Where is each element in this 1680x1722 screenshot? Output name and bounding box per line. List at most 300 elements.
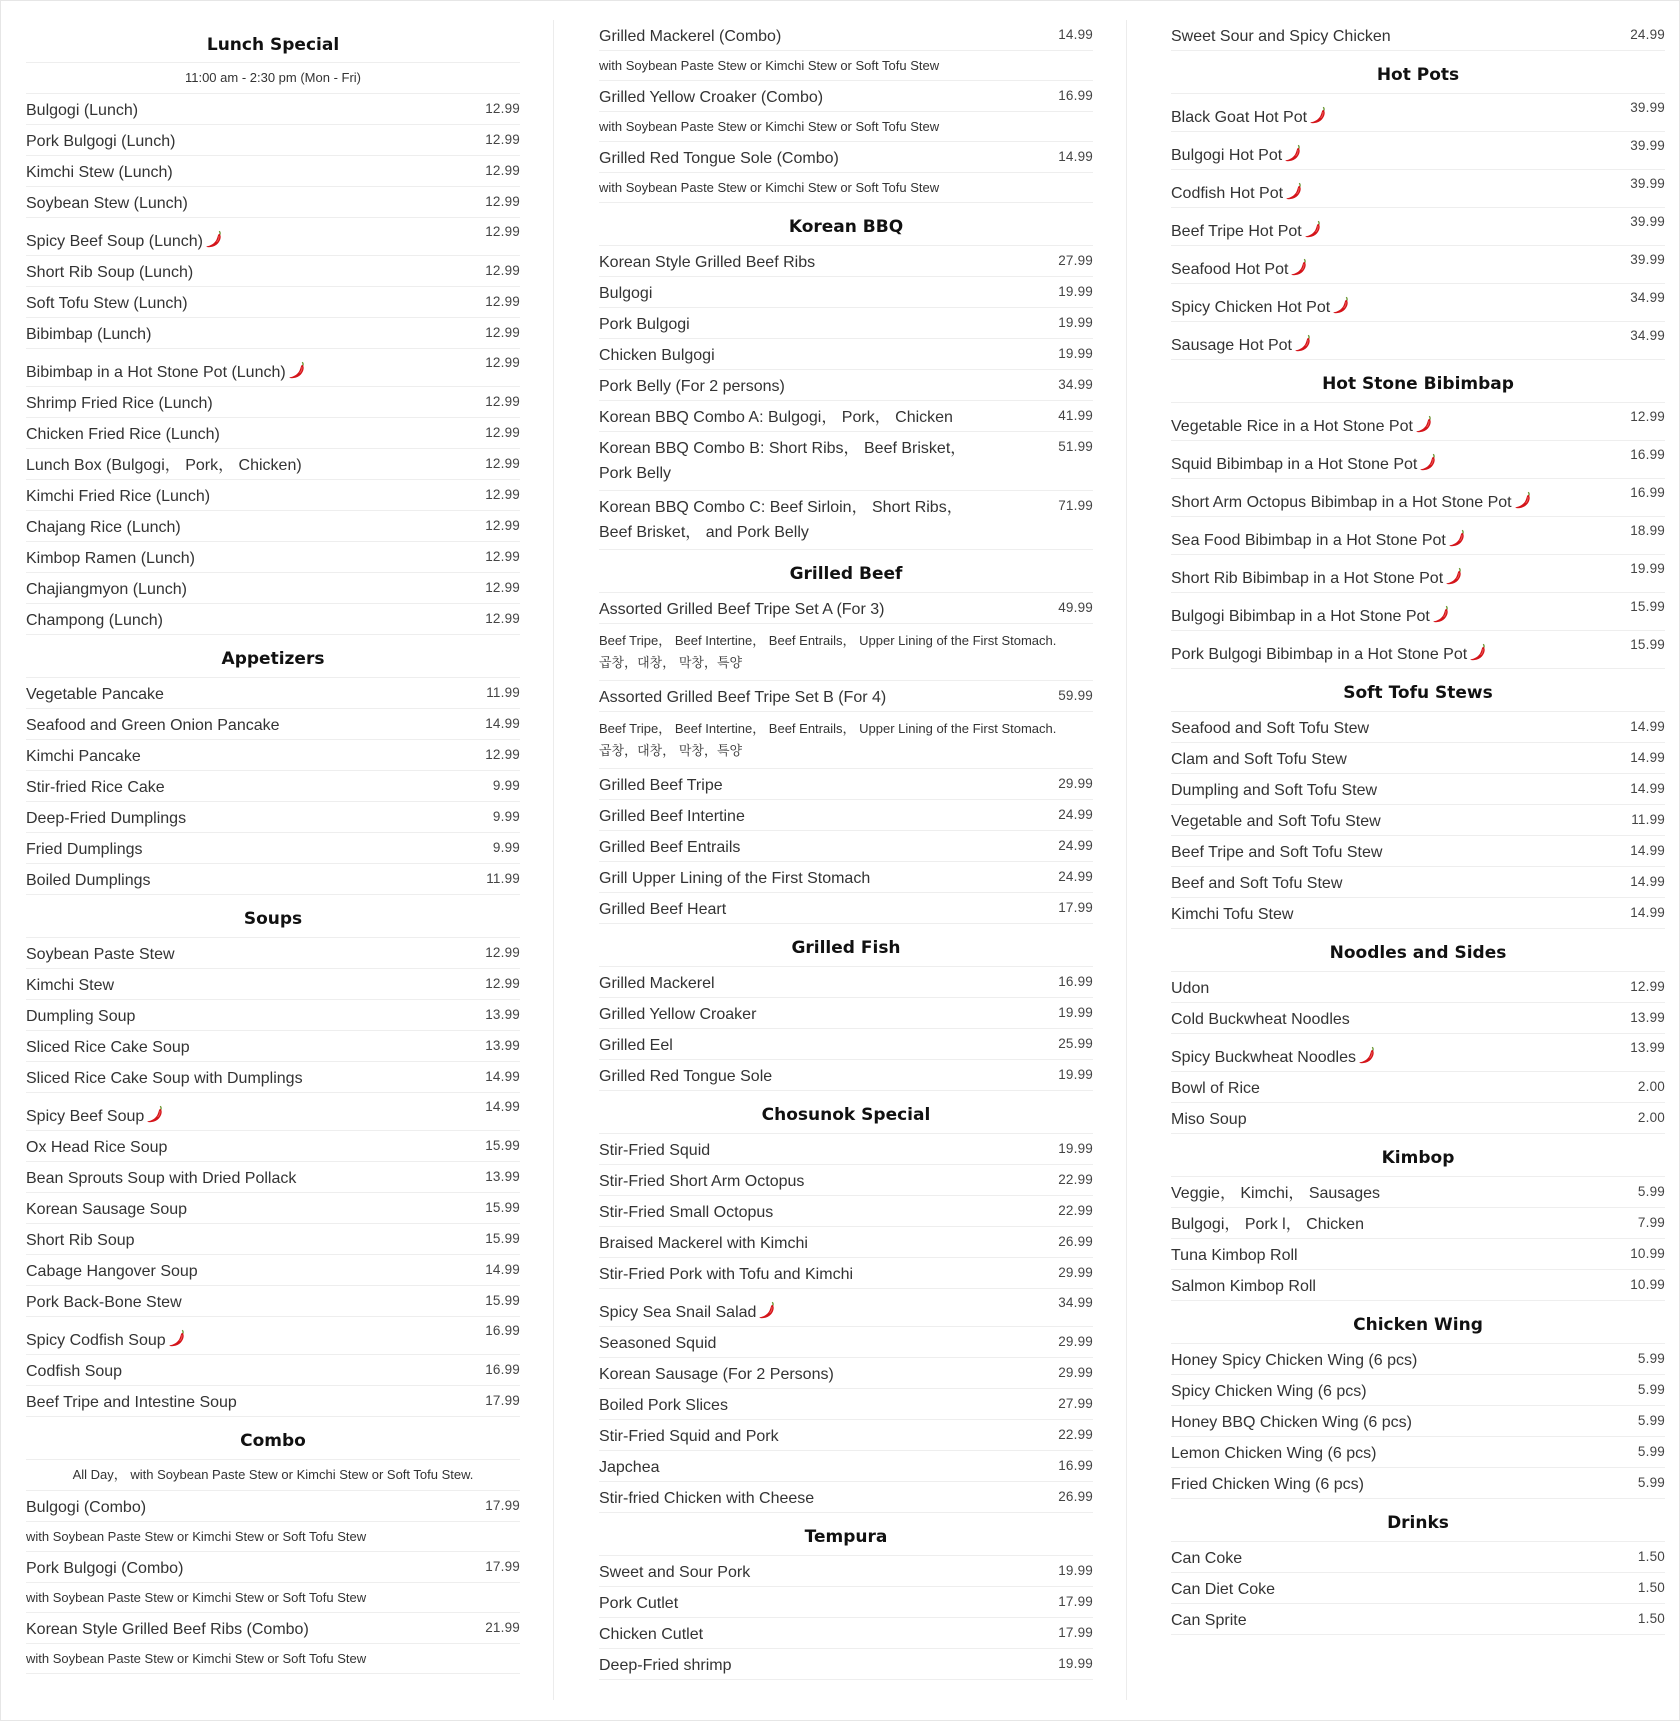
item-name-wrap [599, 1334, 716, 1353]
section-note: 11:00 am - 2:30 pm (Mon - Fri) [26, 63, 520, 94]
item-name-wrap [1171, 604, 1451, 626]
menu-item[interactable] [1171, 403, 1665, 441]
menu-item[interactable] [26, 1131, 520, 1162]
item-name-wrap [1171, 1215, 1364, 1234]
menu-item[interactable] [26, 480, 520, 511]
menu-item[interactable] [1171, 1177, 1665, 1208]
menu-item[interactable] [1171, 246, 1665, 284]
menu-item[interactable] [26, 418, 520, 449]
item-name: Vegetable Rice in a Hot Stone Pot [1171, 418, 1413, 435]
menu-item[interactable] [26, 864, 520, 895]
item-price: 14.99 [485, 716, 520, 731]
item-price: 34.99 [1630, 290, 1665, 305]
item-name-wrap [26, 1069, 303, 1088]
menu-item[interactable] [599, 831, 1093, 862]
section-title: Soups [26, 895, 520, 938]
menu-item[interactable] [26, 678, 520, 709]
item-price: 13.99 [1630, 1010, 1665, 1025]
menu-item[interactable] [1171, 1573, 1665, 1604]
item-name-wrap [599, 776, 723, 795]
menu-item[interactable] [26, 256, 520, 287]
item-name: Pork Cutlet [599, 1595, 679, 1612]
item-name: Fried Chicken Wing (6 pcs) [1171, 1476, 1364, 1493]
menu-item[interactable] [1171, 170, 1665, 208]
item-name: Stir-Fried Small Octopus [599, 1204, 774, 1221]
section-title: Hot Stone Bibimbap [1171, 360, 1665, 403]
item-name: Soybean Paste Stew [26, 946, 175, 963]
item-name: Spicy Beef Soup (Lunch) [26, 233, 203, 250]
item-name: Cabage Hangover Soup [26, 1263, 198, 1280]
menu-item[interactable] [599, 1258, 1093, 1289]
chili-pepper-icon [1293, 333, 1313, 353]
item-name: Honey BBQ Chicken Wing (6 pcs) [1171, 1414, 1412, 1431]
menu-item[interactable] [26, 511, 520, 542]
menu-item[interactable] [1171, 517, 1665, 555]
menu-item[interactable] [1171, 1437, 1665, 1468]
item-name: Seafood and Soft Tofu Stew [1171, 720, 1370, 737]
item-price: 16.99 [1630, 447, 1665, 462]
section-title: Drinks [1171, 1499, 1665, 1542]
menu-column-2 [599, 20, 1093, 1680]
item-name: Shrimp Fried Rice (Lunch) [26, 395, 213, 412]
item-name-wrap [26, 1620, 309, 1639]
item-name: Black Goat Hot Pot [1171, 109, 1308, 126]
item-name: Grilled Yellow Croaker [599, 1006, 757, 1023]
item-price: 14.99 [485, 1262, 520, 1277]
item-price: 12.99 [485, 611, 520, 626]
item-name: Grill Upper Lining of the First Stomach [599, 870, 871, 887]
menu-item[interactable] [1171, 1072, 1665, 1103]
item-price: 16.99 [1058, 88, 1093, 103]
menu-item[interactable] [1171, 898, 1665, 929]
menu-item[interactable] [1171, 322, 1665, 360]
menu-item[interactable] [26, 156, 520, 187]
item-price: 14.99 [1630, 843, 1665, 858]
menu-section-combo [26, 1417, 520, 1674]
menu-section-hot-pots [1171, 51, 1665, 360]
item-name-wrap [1171, 105, 1328, 127]
menu-item[interactable] [599, 1196, 1093, 1227]
item-description-line: with Soybean Paste Stew or Kimchi Stew or Soft Tofu Stew [26, 1529, 367, 1544]
menu-item[interactable] [1171, 1406, 1665, 1437]
menu-item[interactable] [599, 1389, 1093, 1420]
item-price: 17.99 [1058, 900, 1093, 915]
item-name-wrap [1171, 1277, 1316, 1296]
item-price: 29.99 [1058, 1365, 1093, 1380]
menu-item[interactable] [26, 1255, 520, 1286]
item-price: 19.99 [1058, 1067, 1093, 1082]
item-name-wrap [26, 1498, 146, 1517]
item-price: 11.99 [486, 685, 520, 700]
item-name-wrap [26, 840, 142, 859]
item-name: Short Arm Octopus Bibimbap in a Hot Stone Pot [1171, 494, 1512, 511]
item-price: 5.99 [1637, 1184, 1665, 1199]
menu-item[interactable] [1171, 836, 1665, 867]
menu-item[interactable] [599, 893, 1093, 924]
menu-item[interactable] [26, 604, 520, 635]
menu-item[interactable] [1171, 1103, 1665, 1134]
menu-section-lunch-special [26, 20, 520, 635]
menu-item[interactable] [1171, 774, 1665, 805]
menu-item[interactable] [599, 401, 1093, 432]
item-name: Lemon Chicken Wing (6 pcs) [1171, 1445, 1377, 1462]
item-price: 25.99 [1058, 1036, 1093, 1051]
item-name-wrap [1171, 750, 1347, 769]
menu-item[interactable] [26, 387, 520, 418]
menu-item[interactable] [26, 1093, 520, 1131]
menu-item[interactable] [599, 1227, 1093, 1258]
item-name-wrap [599, 315, 690, 334]
chili-pepper-icon [204, 229, 224, 249]
menu-item[interactable] [26, 938, 520, 969]
item-name-wrap [1171, 843, 1382, 862]
item-price: 27.99 [1058, 253, 1093, 268]
item-name: Spicy Codfish Soup [26, 1332, 166, 1349]
item-name: Kimchi Stew [26, 977, 115, 994]
item-name: Soybean Stew (Lunch) [26, 195, 188, 212]
menu-item[interactable] [1171, 867, 1665, 898]
menu-item[interactable] [599, 1420, 1093, 1451]
item-name: Kimbop Ramen (Lunch) [26, 550, 195, 567]
menu-item[interactable] [599, 862, 1093, 893]
menu-item[interactable] [26, 218, 520, 256]
menu-item[interactable] [26, 542, 520, 573]
item-name: Korean BBQ Combo B: Short Ribs， Beef Brisket， Pork Belly [599, 440, 967, 482]
item-name-wrap [26, 1200, 187, 1219]
menu-item[interactable] [599, 1482, 1093, 1513]
menu-item[interactable] [26, 1031, 520, 1062]
item-name-wrap [26, 1293, 182, 1312]
item-name-wrap [26, 294, 188, 313]
menu-item[interactable] [1171, 1542, 1665, 1573]
menu-item[interactable] [599, 1587, 1093, 1618]
item-price: 19.99 [1058, 284, 1093, 299]
menu-item[interactable] [26, 349, 520, 387]
menu-item[interactable] [599, 246, 1093, 277]
item-price: 14.99 [1058, 27, 1093, 42]
item-name: Can Coke [1171, 1550, 1243, 1567]
menu-item[interactable] [26, 318, 520, 349]
item-description [599, 112, 1093, 142]
menu-item[interactable] [26, 969, 520, 1000]
menu-section-kimbop [1171, 1134, 1665, 1301]
item-name-wrap [26, 549, 195, 568]
item-name: Kimchi Stew (Lunch) [26, 164, 173, 181]
menu-section-soft-tofu-stews [1171, 669, 1665, 929]
chili-pepper-icon [145, 1104, 165, 1124]
menu-item[interactable] [599, 308, 1093, 339]
menu-item[interactable] [599, 1289, 1093, 1327]
item-name-wrap [26, 1393, 237, 1412]
item-name: Champong (Lunch) [26, 612, 163, 629]
menu-item[interactable] [26, 1552, 520, 1583]
item-price: 41.99 [1058, 408, 1093, 423]
menu-item[interactable] [26, 1613, 520, 1644]
menu-section-appetizers [26, 635, 520, 895]
menu-item[interactable] [26, 833, 520, 864]
item-name: Sausage Hot Pot [1171, 337, 1292, 354]
menu-item[interactable] [26, 802, 520, 833]
menu-item[interactable] [599, 432, 1093, 491]
menu-item[interactable] [1171, 631, 1665, 669]
item-name-wrap [1171, 1444, 1376, 1463]
menu-item[interactable] [599, 20, 1093, 51]
item-name-wrap [26, 871, 151, 890]
item-name: Boiled Dumplings [26, 872, 151, 889]
item-name-wrap [1171, 566, 1464, 588]
menu-item[interactable] [26, 740, 520, 771]
item-price: 14.99 [1630, 905, 1665, 920]
item-name-wrap [26, 456, 302, 475]
item-price: 5.99 [1637, 1444, 1665, 1459]
menu-item[interactable] [26, 187, 520, 218]
menu-item[interactable] [26, 1386, 520, 1417]
menu-item[interactable] [26, 1286, 520, 1317]
item-price: 15.99 [485, 1231, 520, 1246]
section-title: Grilled Fish [599, 924, 1093, 967]
menu-item[interactable] [1171, 132, 1665, 170]
item-price: 16.99 [485, 1323, 520, 1338]
menu-item[interactable] [1171, 805, 1665, 836]
item-name-wrap [599, 1172, 804, 1191]
item-price: 24.99 [1058, 869, 1093, 884]
item-price: 19.99 [1058, 315, 1093, 330]
item-price: 49.99 [1058, 600, 1093, 615]
chili-pepper-icon [1331, 295, 1351, 315]
menu-column-3 [1171, 20, 1665, 1635]
item-name-wrap [599, 1067, 772, 1086]
item-name-wrap [599, 600, 884, 619]
item-name: Codfish Soup [26, 1363, 123, 1380]
menu-item[interactable] [1171, 593, 1665, 631]
item-name: Korean Sausage (For 2 Persons) [599, 1366, 834, 1383]
item-name-wrap [1171, 1010, 1350, 1029]
menu-item[interactable] [26, 1193, 520, 1224]
menu-item[interactable] [1171, 284, 1665, 322]
item-price: 12.99 [485, 747, 520, 762]
menu-item[interactable] [1171, 712, 1665, 743]
item-price: 15.99 [1630, 599, 1665, 614]
section-title: Korean BBQ [599, 203, 1093, 246]
item-name: Can Diet Coke [1171, 1581, 1276, 1598]
menu-item[interactable] [26, 709, 520, 740]
item-name: Grilled Beef Intertine [599, 808, 745, 825]
item-name: Grilled Beef Heart [599, 901, 727, 918]
item-name: Boiled Pork Slices [599, 1397, 728, 1414]
item-name: Bulgogi Bibimbap in a Hot Stone Pot [1171, 608, 1430, 625]
item-price: 12.99 [485, 456, 520, 471]
item-price: 22.99 [1058, 1427, 1093, 1442]
item-name: Tuna Kimbop Roll [1171, 1247, 1298, 1264]
menu-item[interactable] [1171, 1375, 1665, 1406]
item-name-wrap [599, 1141, 710, 1160]
chili-pepper-icon [1513, 490, 1533, 510]
menu-item[interactable] [1171, 441, 1665, 479]
item-name: Vegetable Pancake [26, 686, 164, 703]
item-price: 29.99 [1058, 1334, 1093, 1349]
item-name: Kimchi Tofu Stew [1171, 906, 1294, 923]
menu-item[interactable] [1171, 1604, 1665, 1635]
item-name-wrap [599, 1396, 728, 1415]
menu-item[interactable] [26, 771, 520, 802]
menu-item[interactable] [26, 573, 520, 604]
menu-item[interactable] [599, 769, 1093, 800]
menu-item[interactable] [1171, 1468, 1665, 1499]
item-name-wrap [26, 394, 213, 413]
item-name-wrap [26, 1231, 135, 1250]
menu-item[interactable] [1171, 94, 1665, 132]
menu-item[interactable] [599, 1165, 1093, 1196]
item-name: Can Sprite [1171, 1612, 1247, 1629]
menu-item[interactable] [1171, 1034, 1665, 1072]
menu-item[interactable] [599, 1556, 1093, 1587]
menu-item[interactable] [599, 370, 1093, 401]
menu-item[interactable] [1171, 20, 1665, 51]
item-price: 39.99 [1630, 252, 1665, 267]
menu-item[interactable] [1171, 1239, 1665, 1270]
item-name: Stir-Fried Short Arm Octopus [599, 1173, 805, 1190]
item-name-wrap [1171, 1184, 1380, 1203]
menu-item[interactable] [26, 1491, 520, 1522]
menu-item[interactable] [1171, 1003, 1665, 1034]
item-name-wrap [1171, 257, 1309, 279]
menu-item[interactable] [26, 1062, 520, 1093]
menu-item[interactable] [1171, 743, 1665, 774]
menu-item[interactable] [599, 142, 1093, 173]
menu-item[interactable] [599, 593, 1093, 624]
menu-item[interactable] [599, 1327, 1093, 1358]
menu-item[interactable] [599, 800, 1093, 831]
menu-item[interactable] [599, 998, 1093, 1029]
menu-item[interactable] [1171, 1208, 1665, 1239]
menu-item[interactable] [599, 491, 1093, 550]
item-price: 12.99 [485, 425, 520, 440]
item-name: Short Rib Bibimbap in a Hot Stone Pot [1171, 570, 1444, 587]
menu-item[interactable] [599, 1358, 1093, 1389]
item-price: 26.99 [1058, 1489, 1093, 1504]
item-description-line: Beef Tripe， Beef Intertine， Beef Entrails， Upper Lining of the First Stomach. [599, 633, 1057, 648]
item-name-wrap [26, 163, 173, 182]
item-name: Bibimbap (Lunch) [26, 326, 152, 343]
item-name: Sweet and Sour Pork [599, 1564, 751, 1581]
item-name-wrap [1171, 1045, 1377, 1067]
menu-item[interactable] [1171, 1270, 1665, 1301]
item-name-wrap [26, 716, 280, 735]
menu-section-drinks [1171, 1499, 1665, 1635]
menu-item[interactable] [599, 1134, 1093, 1165]
item-description-line: Beef Tripe， Beef Intertine， Beef Entrails， Upper Lining of the First Stomach. [599, 721, 1057, 736]
item-name-wrap [1171, 642, 1488, 664]
menu-item[interactable] [1171, 1344, 1665, 1375]
menu-item[interactable] [1171, 972, 1665, 1003]
item-price: 39.99 [1630, 100, 1665, 115]
item-name: Bulgogi， Pork l， Chicken [1171, 1216, 1364, 1233]
item-price: 16.99 [485, 1362, 520, 1377]
menu-item[interactable] [26, 1224, 520, 1255]
menu-item[interactable] [26, 1355, 520, 1386]
item-name: Sliced Rice Cake Soup with Dumplings [26, 1070, 303, 1087]
section-title: Appetizers [26, 635, 520, 678]
item-name: Pork Bulgogi [599, 316, 690, 333]
menu-item[interactable] [599, 1618, 1093, 1649]
item-price: 29.99 [1058, 1265, 1093, 1280]
menu-item[interactable] [26, 1000, 520, 1031]
item-name-wrap [26, 1169, 296, 1188]
item-name: Beef Tripe and Intestine Soup [26, 1394, 237, 1411]
item-price: 17.99 [485, 1498, 520, 1513]
item-name: Chajiangmyon (Lunch) [26, 581, 187, 598]
menu-item[interactable] [599, 81, 1093, 112]
item-name: Seafood and Green Onion Pancake [26, 717, 280, 734]
item-name: Grilled Red Tongue Sole [599, 1068, 773, 1085]
item-name-wrap [599, 869, 870, 888]
item-name-wrap [1171, 27, 1391, 46]
menu-item[interactable] [599, 1649, 1093, 1680]
item-name: Assorted Grilled Beef Tripe Set A (For 3) [599, 601, 885, 618]
item-name-wrap [1171, 143, 1303, 165]
item-name: Deep-Fried Dumplings [26, 810, 187, 827]
item-description [26, 1522, 520, 1552]
item-name-wrap [26, 809, 186, 828]
item-name-wrap [1171, 333, 1313, 355]
item-name-wrap [1171, 1351, 1417, 1370]
item-name: Miso Soup [1171, 1111, 1247, 1128]
item-price: 12.99 [485, 945, 520, 960]
menu-item[interactable] [599, 967, 1093, 998]
item-price: 12.99 [1630, 979, 1665, 994]
menu-item[interactable] [26, 1162, 520, 1193]
menu-item[interactable] [26, 125, 520, 156]
menu-item[interactable] [599, 1451, 1093, 1482]
item-price: 14.99 [1630, 874, 1665, 889]
menu-item[interactable] [26, 287, 520, 318]
item-name: Seafood Hot Pot [1171, 261, 1289, 278]
item-name-wrap [599, 1365, 834, 1384]
item-price: 5.99 [1637, 1413, 1665, 1428]
item-price: 19.99 [1058, 1563, 1093, 1578]
chili-pepper-icon [1468, 642, 1488, 662]
item-name-wrap [26, 263, 193, 282]
section-title: Soft Tofu Stews [1171, 669, 1665, 712]
item-name-wrap [1171, 528, 1467, 550]
item-name: Pork Belly (For 2 persons) [599, 378, 785, 395]
menu-item[interactable] [599, 681, 1093, 712]
section-note: All Day， with Soybean Paste Stew or Kimchi Stew or Soft Tofu Stew. [26, 1460, 520, 1491]
menu-item[interactable] [599, 277, 1093, 308]
item-name: Grilled Mackerel (Combo) [599, 28, 782, 45]
item-name: Pork Back-Bone Stew [26, 1294, 182, 1311]
item-name: Korean Style Grilled Beef Ribs (Combo) [26, 1621, 309, 1638]
menu-item[interactable] [599, 1029, 1093, 1060]
menu-item[interactable] [26, 94, 520, 125]
item-name-wrap [26, 1007, 135, 1026]
menu-item[interactable] [1171, 208, 1665, 246]
menu-item[interactable] [1171, 555, 1665, 593]
item-name-wrap [599, 807, 745, 826]
column-divider [553, 20, 554, 1700]
menu-item[interactable] [1171, 479, 1665, 517]
item-name: Bulgogi (Lunch) [26, 102, 139, 119]
item-price: 13.99 [1630, 1040, 1665, 1055]
item-price: 12.99 [485, 487, 520, 502]
menu-item[interactable] [599, 1060, 1093, 1091]
menu-item[interactable] [599, 339, 1093, 370]
item-price: 12.99 [485, 132, 520, 147]
menu-item[interactable] [26, 1317, 520, 1355]
item-price: 17.99 [485, 1393, 520, 1408]
menu-item[interactable] [26, 449, 520, 480]
item-name-wrap [1171, 1382, 1367, 1401]
